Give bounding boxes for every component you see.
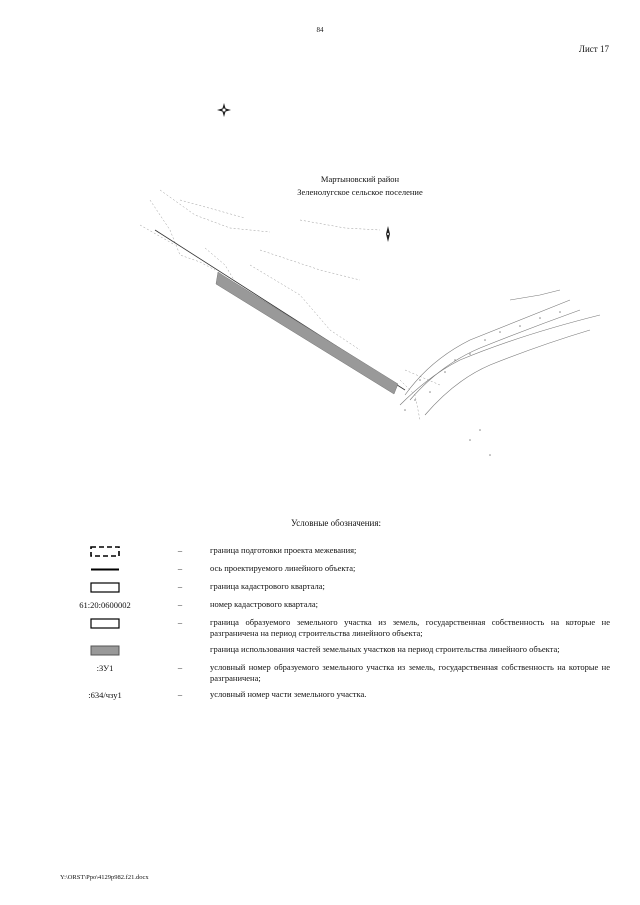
legend-symbol-cell bbox=[60, 644, 150, 656]
north-arrow-icon bbox=[217, 103, 231, 117]
legend-row bbox=[60, 545, 610, 557]
legend-dash: – bbox=[177, 563, 183, 573]
legend-dash: – bbox=[177, 581, 183, 591]
usage-band bbox=[216, 272, 398, 394]
dashed-boundary-icon bbox=[90, 546, 120, 557]
plot-part-number-code: :634/чзу1 bbox=[88, 689, 122, 700]
legend-symbol-cell bbox=[60, 545, 150, 557]
usage-area-icon bbox=[90, 645, 120, 656]
terrain-dots bbox=[404, 311, 561, 456]
legend-text: номер кадастрового квартала; bbox=[210, 599, 318, 609]
legend-text: граница кадастрового квартала; bbox=[210, 581, 325, 591]
footer-file-path: Y:\ORST\Ppo\4129p982.f21.docx bbox=[60, 874, 149, 881]
legend-title: Условные обозначения: bbox=[290, 518, 381, 528]
legend-text: граница подготовки проекта межевания; bbox=[210, 545, 357, 555]
legend-symbol-cell bbox=[60, 581, 150, 593]
legend-row bbox=[60, 563, 610, 575]
legend-text: условный номер образуемого земельного участка из земель, государственная собственность на которые не разграничена; bbox=[210, 662, 610, 683]
legend-text: граница использования частей земельных участков на период строительства линейного объекта; bbox=[210, 644, 560, 654]
page-number: 84 bbox=[316, 26, 324, 34]
legend-dash: – bbox=[177, 689, 183, 699]
legend-dash: – bbox=[177, 599, 183, 609]
settlement-label: Зеленолугское сельское поселение bbox=[297, 187, 423, 197]
legend bbox=[60, 545, 610, 707]
legend-row bbox=[60, 689, 610, 701]
legend-row bbox=[60, 599, 610, 611]
legend-symbol-cell bbox=[60, 599, 150, 611]
legend-symbol-cell bbox=[60, 662, 150, 674]
legend-text: условный номер части земельного участка. bbox=[210, 689, 367, 699]
legend-dash: – bbox=[177, 617, 183, 627]
map-title bbox=[0, 173, 640, 199]
legend-row bbox=[60, 662, 610, 683]
plot-boundary-icon bbox=[90, 618, 120, 629]
legend-dash: – bbox=[177, 545, 183, 555]
legend-row bbox=[60, 581, 610, 593]
river-lines bbox=[400, 290, 600, 415]
legend-symbol-cell bbox=[60, 689, 150, 701]
compass-icon bbox=[386, 226, 390, 242]
legend-text: граница образуемого земельного участка из земель, государственная собственность на которые не разграничена на период строительства линейного объекта; bbox=[210, 617, 610, 638]
plot-number-code: :ЗУ1 bbox=[96, 662, 114, 673]
legend-symbol-cell bbox=[60, 563, 150, 575]
legend-dash: – bbox=[177, 662, 183, 672]
axis-line-icon bbox=[90, 564, 120, 575]
legend-symbol-cell bbox=[60, 617, 150, 629]
legend-row bbox=[60, 617, 610, 638]
district-label: Мартыновский район bbox=[320, 174, 400, 184]
legend-row bbox=[60, 644, 610, 656]
quarter-boundary-icon bbox=[90, 582, 120, 593]
legend-text: ось проектируемого линейного объекта; bbox=[210, 563, 356, 573]
quarter-number-code: 61:20:0600002 bbox=[79, 599, 131, 610]
sheet-label: Лист 17 bbox=[578, 44, 609, 54]
